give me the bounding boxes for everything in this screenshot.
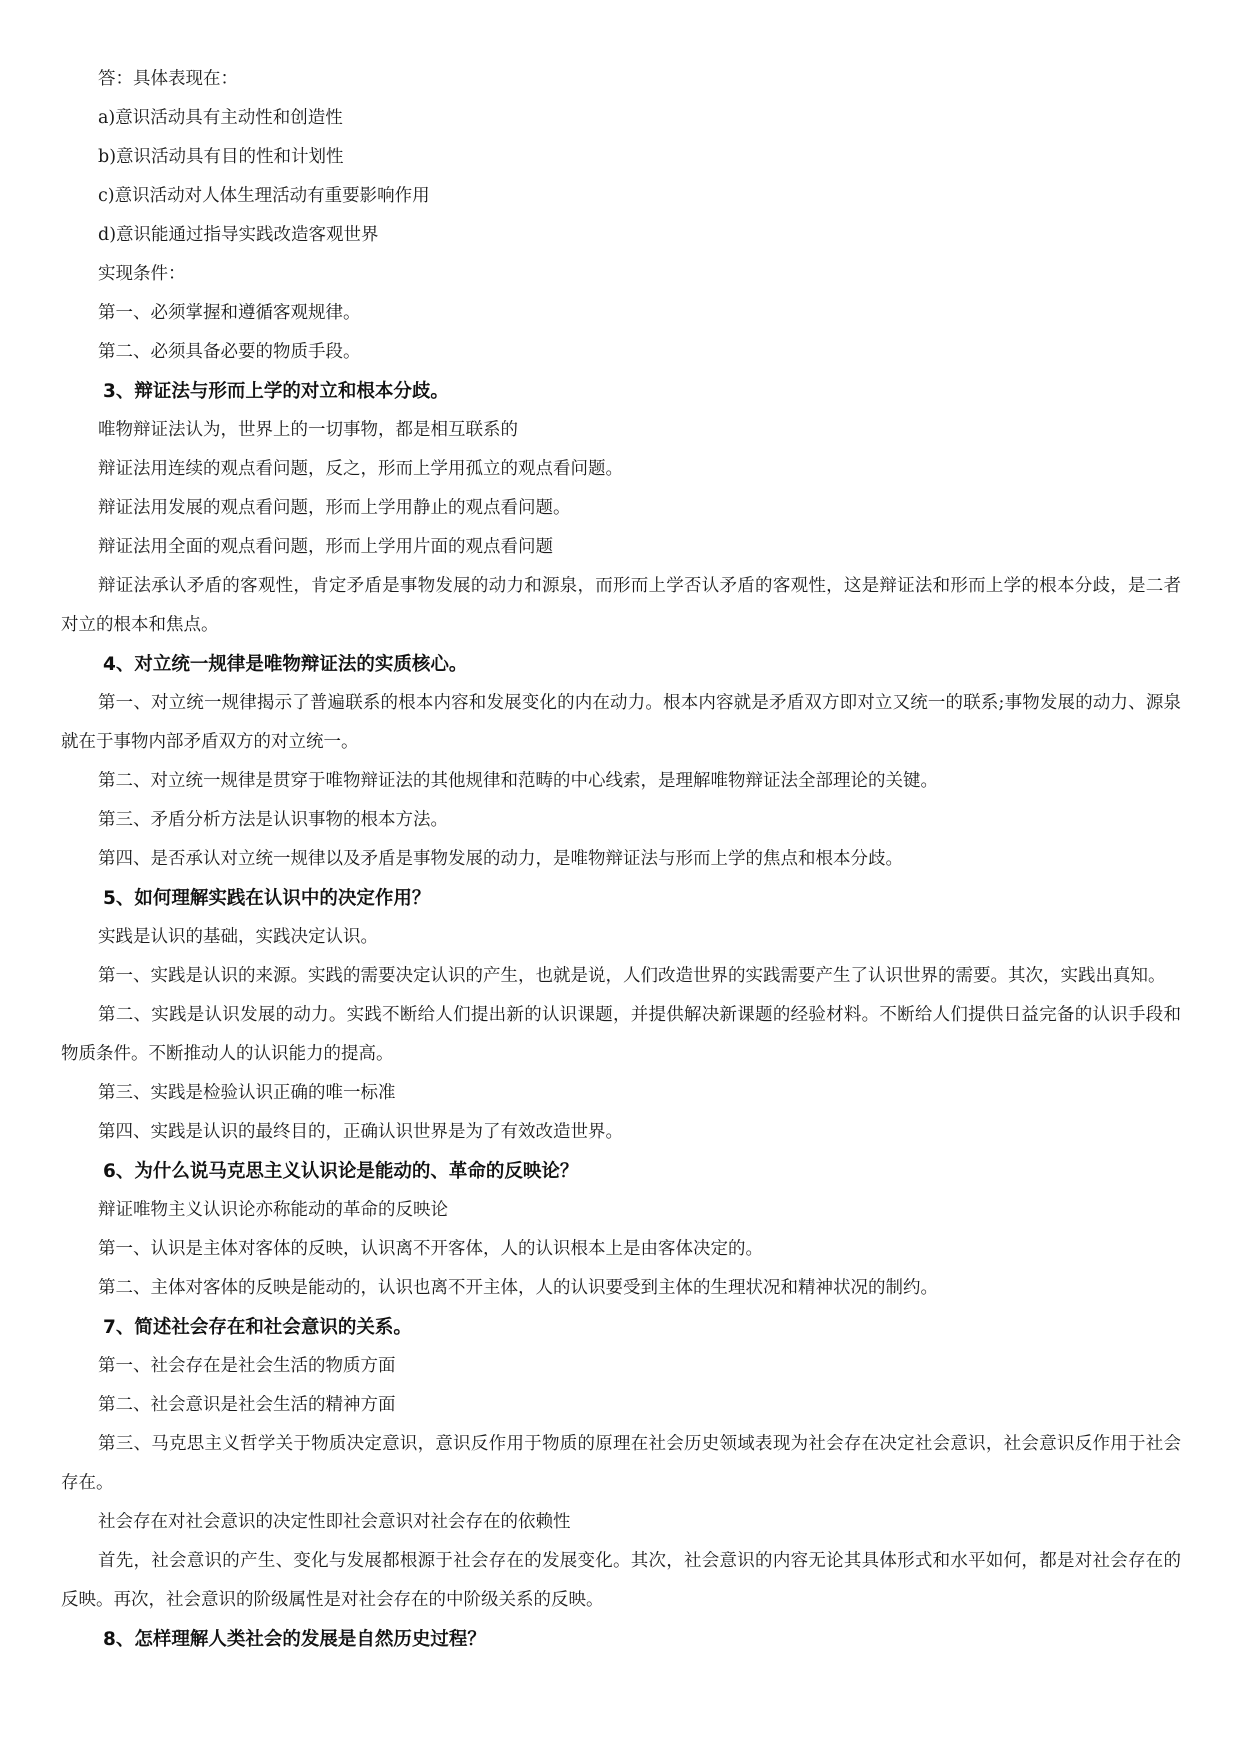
paragraph: 第三、矛盾分析方法是认识事物的根本方法。 xyxy=(98,810,448,830)
paragraph: 辩证法承认矛盾的客观性，肯定矛盾是事物发展的动力和源泉，而形而上学否认矛盾的客观性，这是辩证法和形而上学的根本分歧，是二者对立的根本和焦点。 xyxy=(61,576,1181,635)
paragraph: 第二、主体对客体的反映是能动的，认识也离不开主体，人的认识要受到主体的生理状况和精神状况的制约。 xyxy=(98,1278,938,1298)
paragraph: 第一、社会存在是社会生活的物质方面 xyxy=(98,1356,396,1376)
section-heading: 8、怎样理解人类社会的发展是自然历史过程？ xyxy=(103,1629,486,1650)
paragraph: 辩证法用发展的观点看问题，形而上学用静止的观点看问题。 xyxy=(98,498,571,518)
paragraph: b)意识活动具有目的性和计划性 xyxy=(98,147,344,167)
paragraph: 第二、实践是认识发展的动力。实践不断给人们提出新的认识课题，并提供解决新课题的经验材料。不断给人们提供日益完备的认识手段和物质条件。不断推动人的认识能力的提高。 xyxy=(61,1005,1181,1064)
paragraph: c)意识活动对人体生理活动有重要影响作用 xyxy=(98,186,430,206)
paragraph: 辩证法用连续的观点看问题，反之，形而上学用孤立的观点看问题。 xyxy=(98,459,623,479)
paragraph: 唯物辩证法认为，世界上的一切事物，都是相互联系的 xyxy=(98,420,518,440)
paragraph: 第二、对立统一规律是贯穿于唯物辩证法的其他规律和范畴的中心线索，是理解唯物辩证法全部理论的关键。 xyxy=(98,771,938,791)
section-heading: 7、简述社会存在和社会意识的关系。 xyxy=(103,1317,412,1338)
document-page xyxy=(61,60,1181,1659)
paragraph: 第一、实践是认识的来源。实践的需要决定认识的产生，也就是说，人们改造世界的实践需要产生了认识世界的需要。其次，实践出真知。 xyxy=(98,966,1166,986)
paragraph: 第一、必须掌握和遵循客观规律。 xyxy=(98,303,361,323)
paragraph: 第二、必须具备必要的物质手段。 xyxy=(98,342,361,362)
section-heading: 6、为什么说马克思主义认识论是能动的、革命的反映论？ xyxy=(103,1161,579,1182)
paragraph: 第三、实践是检验认识正确的唯一标准 xyxy=(98,1083,396,1103)
paragraph: d)意识能通过指导实践改造客观世界 xyxy=(98,225,379,245)
paragraph: 第三、马克思主义哲学关于物质决定意识，意识反作用于物质的原理在社会历史领域表现为社会存在决定社会意识，社会意识反作用于社会存在。 xyxy=(61,1434,1181,1493)
paragraph: 答：具体表现在： xyxy=(98,69,238,89)
paragraph: 第四、是否承认对立统一规律以及矛盾是事物发展的动力，是唯物辩证法与形而上学的焦点和根本分歧。 xyxy=(98,849,903,869)
paragraph: 辩证唯物主义认识论亦称能动的革命的反映论 xyxy=(98,1200,448,1220)
paragraph: 首先，社会意识的产生、变化与发展都根源于社会存在的发展变化。其次，社会意识的内容无论其具体形式和水平如何，都是对社会存在的反映。再次，社会意识的阶级属性是对社会存在的中阶级关系的反映。 xyxy=(61,1551,1181,1610)
paragraph: 实践是认识的基础，实践决定认识。 xyxy=(98,927,378,947)
paragraph: 辩证法用全面的观点看问题，形而上学用片面的观点看问题 xyxy=(98,537,553,557)
paragraph: 第二、社会意识是社会生活的精神方面 xyxy=(98,1395,396,1415)
section-heading: 5、如何理解实践在认识中的决定作用？ xyxy=(103,888,431,909)
section-heading: 3、辩证法与形而上学的对立和根本分歧。 xyxy=(103,381,449,402)
section-heading: 4、对立统一规律是唯物辩证法的实质核心。 xyxy=(103,654,468,675)
paragraph: 第四、实践是认识的最终目的，正确认识世界是为了有效改造世界。 xyxy=(98,1122,623,1142)
paragraph: 实现条件： xyxy=(98,264,186,284)
paragraph: a)意识活动具有主动性和创造性 xyxy=(98,108,343,128)
paragraph: 社会存在对社会意识的决定性即社会意识对社会存在的依赖性 xyxy=(98,1512,571,1532)
paragraph: 第一、对立统一规律揭示了普遍联系的根本内容和发展变化的内在动力。根本内容就是矛盾双方即对立又统一的联系;事物发展的动力、源泉就在于事物内部矛盾双方的对立统一。 xyxy=(61,693,1181,752)
paragraph: 第一、认识是主体对客体的反映，认识离不开客体，人的认识根本上是由客体决定的。 xyxy=(98,1239,763,1259)
